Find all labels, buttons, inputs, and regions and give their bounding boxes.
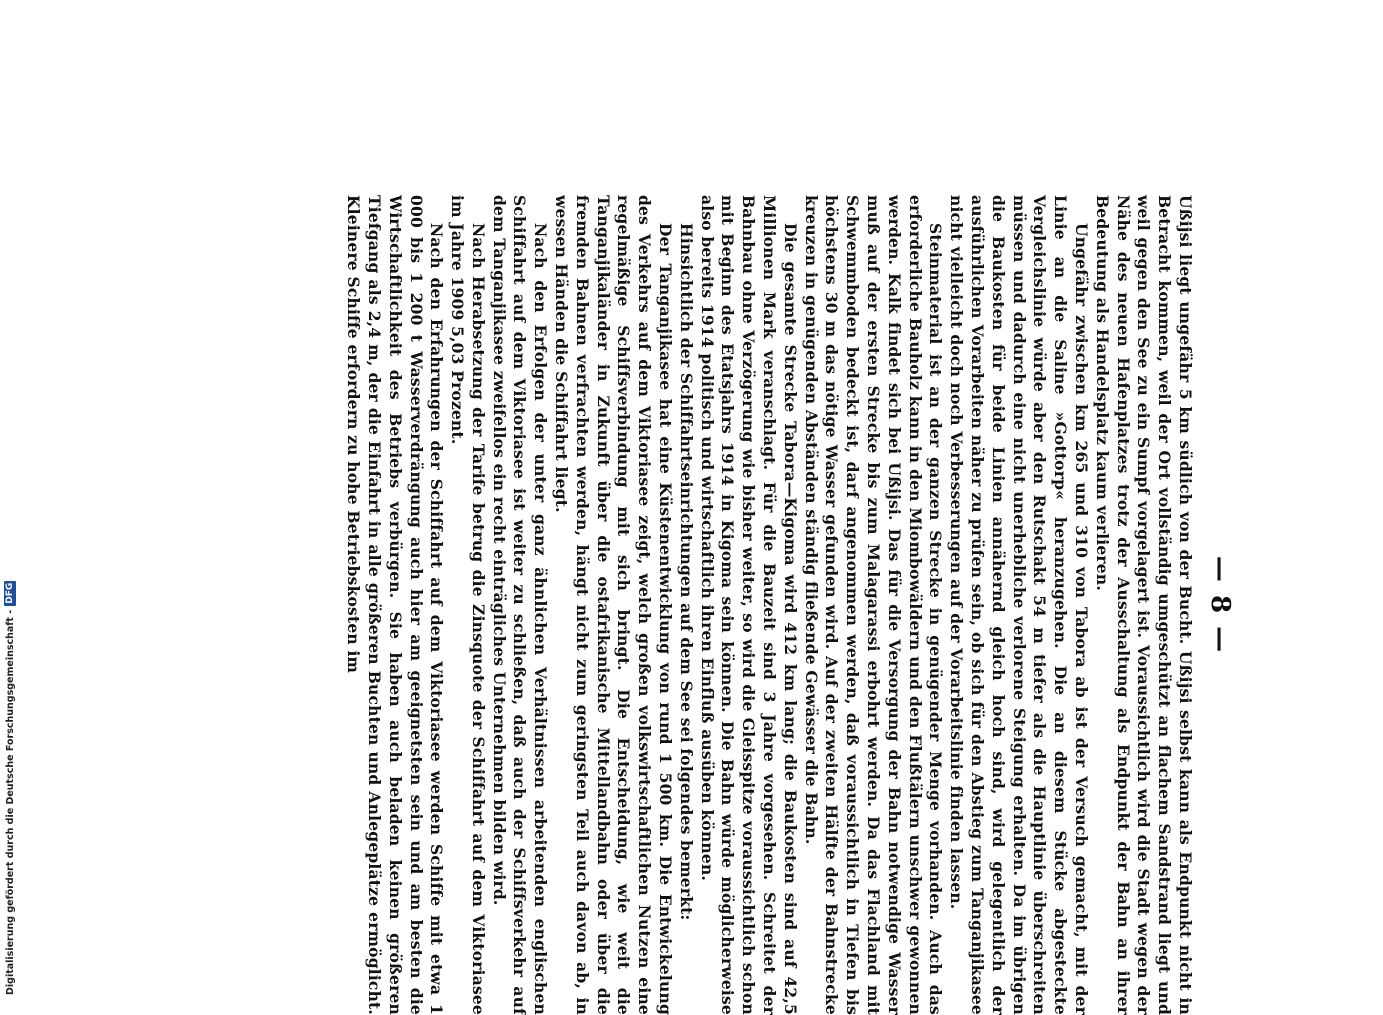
body-text (342, 195, 1195, 1015)
paragraph-9: Nach den Erfahrungen der Schiffahrt auf dem Viktoriasee werden Schiffe mit etwa 1 000 bis 1 200 t Wasserverdrängung auch hier am geeignetsten sein und am besten die Wirtschaftlichkeit des Betriebs verbürgen. Sie haben auch beladen keinen größeren Tiefgang als 2,4 m, der die Einfahrt in alle größeren Buchten und Anlegeplätze ermöglicht. Kleinere Schiffe erfordern zu hohe Betriebskosten im (344, 195, 447, 1015)
rotated-page-content (260, 195, 1235, 1015)
page-number: — 8 — (1205, 555, 1235, 655)
paragraph-5: Hinsichtlich der Schiffahrtseinrichtungen auf dem See sei folgendes bemerkt: (676, 223, 696, 921)
digitization-credit (4, 575, 16, 995)
credit-text: Digitalisierung gefördert durch die Deutsche Forschungsgemeinschaft - (4, 609, 16, 995)
paragraph-1: Ußijsi liegt ungefähr 5 km südlich von der Bucht. Ußijsi selbst kann als Endpunkt nicht in Betracht kommen, weil der Ort vollständig umgeschützt an flachem Sandstrand liegt und weil gegen den See zu ein Sumpf vorgelagert ist. Voraussichtlich wird die Stadt wegen der Nähe des neuen Hafenplatzes trotz der Ausschaltung als Endpunkt der Bahn an ihrer Bedeutung als Handelsplatz kaum verlieren. (1092, 195, 1195, 1015)
paragraph-4: Die gesamte Strecke Tabora—Kigoma wird 412 km lang; die Baukosten sind auf 42,5 Millionen Mark veranschlagt. Für die Bauzeit sind 3 Jahre vorgesehen. Schreitet der Bahnbau ohne Verzögerung wie bisher weiter, so wird die Gleisspitze voraussichtlich schon mit Beginn des Etatsjahrs 1914 in Kigoma sein können. Die Bahn würde möglicherweise also bereits 1914 politisch und wirtschaftlich ihren Einfluß ausüben können. (697, 195, 800, 1015)
paragraph-8: Nach Herabsetzung der Tarife betrug die Zinsquote der Schiffahrt auf dem Viktoriasee im Jahre 1909 5,03 Prozent. (448, 195, 488, 1015)
dfg-logo-icon: DFG (5, 582, 15, 604)
paragraph-6: Der Tanganjikasee hat eine Küstenentwicklung von rund 1 500 km. Die Entwickelung des Verkehrs auf dem Viktoriasee zeigt, welch großen volkswirtschaftlichen Nutzen eine regelmäßige Schiffsverbindung mit sich bringt. Die Entscheidung, wie weit die Tanganjikaländer in Zukunft über die ostafrikanische Mittellandbahn oder über die fremden Bahnen verfrachten werden, hängt nicht zum geringsten Teil auch davon ab, in wessen Händen die Schiffahrt liegt. (552, 195, 676, 1015)
paragraph-3: Steinmaterial ist an der ganzen Strecke in genügender Menge vorhanden. Auch das erforderliche Bauholz kann in den Miombowäldern und den Flußtälern unschwer gewonnen werden. Kalk findet sich bei Ußijsi. Das für die Versorgung der Bahn notwendige Wasser muß auf der ersten Strecke bis zum Malagarassi erbohrt werden. Da das Flachland mit Schwemmboden bedeckt ist, darf angenommen werden, daß voraussichtlich in Tiefen bis höchstens 30 m das nötige Wasser gefunden wird. Auf der zweiten Hälfte der Bahnstrecke kreuzen in genügenden Abständen ständig fließende Gewässer die Bahn. (801, 195, 946, 1015)
paragraph-2: Ungefähr zwischen km 265 und 310 von Tabora ab ist der Versuch gemacht, mit der Linie an die Saline »Gottorp« heranzugehen. Die an diesem Stücke abgesteckte Vergleichslinie würde aber den Rutschakt 54 m tiefer als die Hauptlinie überschreiten müssen und dadurch eine nicht unerhebliche verlorene Steigung erhalten. Da im übrigen die Baukosten für beide Linien annähernd gleich hoch sind, wird gelegentlich der ausführlichen Vorarbeiten näher zu prüfen sein, ob sich für den Abstieg zum Tanganjikasee nicht vielleicht doch noch Verbesserungen auf der Vorarbeitslinie finden lassen. (947, 195, 1092, 1015)
paragraph-7: Nach den Erfolgen der unter ganz ähnlichen Verhältnissen arbeitenden englischen Schiffahrt auf dem Viktoriasee ist weiter zu schließen, daß auch der Schiffsverkehr auf dem Tanganjikasee zweifellos ein recht einträgliches Unternehmen bilden wird. (489, 195, 551, 1015)
